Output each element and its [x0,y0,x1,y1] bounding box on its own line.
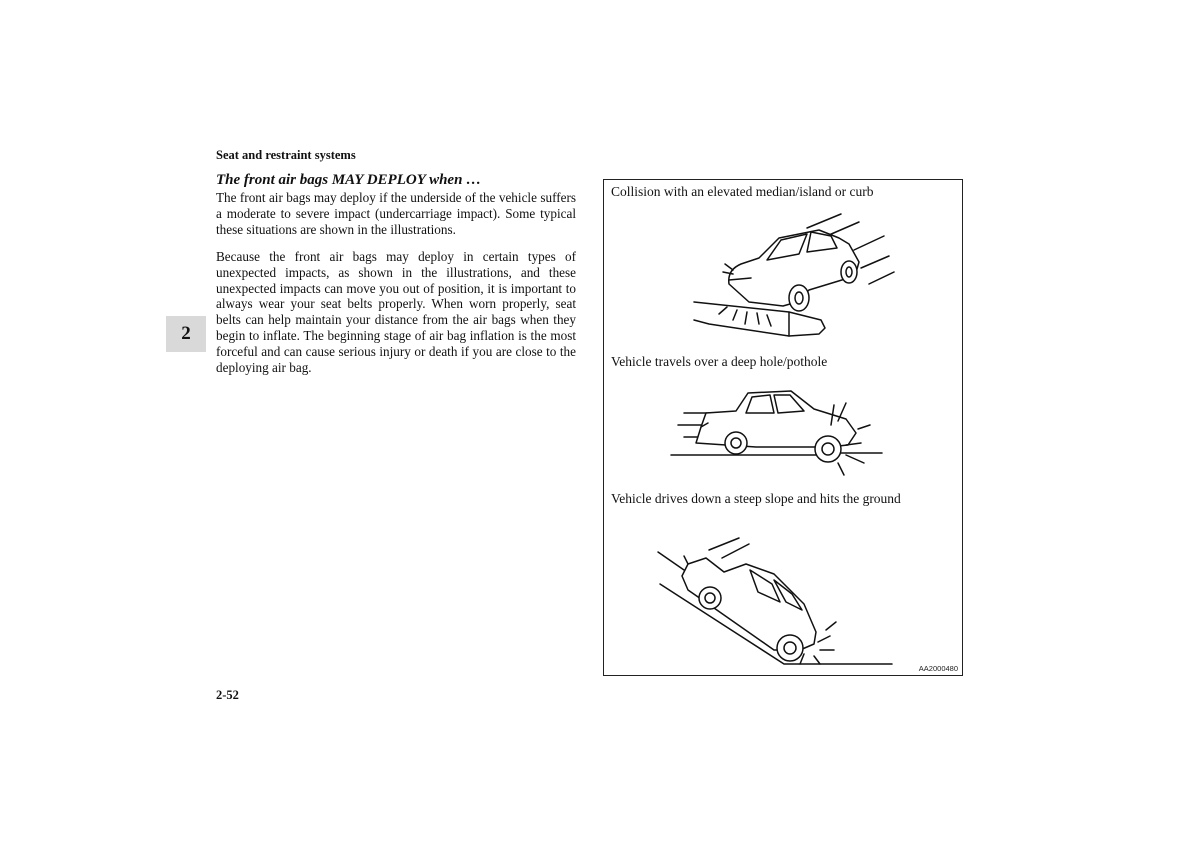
figure-reference-code: AA2000480 [918,664,958,673]
body-paragraph-1: The front air bags may deploy if the underside of the vehicle suffers a moderate to severe impact (undercarriage impact). Some typical these situations are shown in the illustrations. [216,190,576,237]
steep-slope-illustration [654,532,904,672]
illustration-box [603,179,963,676]
chapter-number: 2 [181,323,191,344]
caption-steep-slope: Vehicle drives down a steep slope and hits the ground [611,491,901,506]
section-heading: The front air bags MAY DEPLOY when … [216,172,482,188]
page-number: 2-52 [216,688,239,702]
pothole-illustration [666,385,896,475]
body-paragraph-2: Because the front air bags may deploy in certain types of unexpected impacts, as shown in the illustrations, and these unexpected impacts can move you out of position, it is important to always wear your seat belts properly. When worn properly, seat belts can help maintain your distance from the air bags when they begin to inflate. The beginning stage of air bag inflation is the most forceful and can cause serious injury or death if you are close to the deploying air bag. [216,249,576,375]
chapter-tab [166,316,206,352]
section-header: Seat and restraint systems [216,148,356,162]
curb-collision-illustration [689,210,939,345]
caption-pothole: Vehicle travels over a deep hole/pothole [611,354,828,369]
caption-curb-collision: Collision with an elevated median/island or curb [611,184,874,199]
